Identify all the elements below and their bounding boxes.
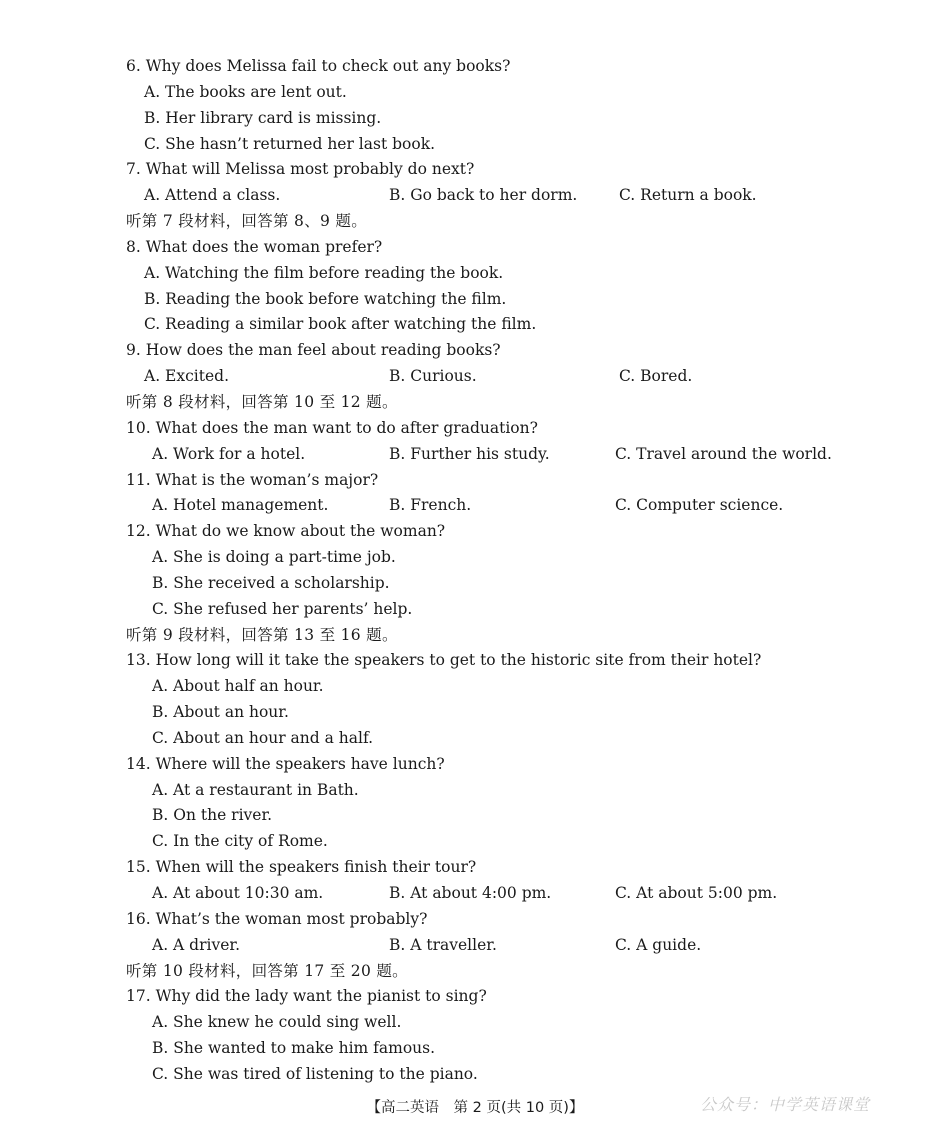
option-b: B. A traveller. bbox=[389, 935, 497, 954]
option: B. Her library card is missing. bbox=[144, 108, 382, 127]
question-list bbox=[0, 54, 950, 1088]
watermark: 公众号：中学英语课堂 bbox=[700, 1095, 871, 1114]
option: C. Reading a similar book after watching the film. bbox=[144, 315, 537, 334]
option-row bbox=[0, 933, 950, 959]
section-instruction: 听第 7 段材料，回答第 8、9 题。 bbox=[126, 212, 367, 231]
option-c: C. A guide. bbox=[615, 935, 702, 954]
option-a: A. Attend a class. bbox=[144, 186, 281, 205]
question: 17. Why did the lady want the pianist to sing? bbox=[126, 987, 487, 1006]
option-row bbox=[0, 442, 950, 468]
option: A. About half an hour. bbox=[152, 677, 324, 696]
option-b: B. Curious. bbox=[389, 367, 477, 386]
option-c: C. At about 5:00 pm. bbox=[615, 884, 778, 902]
option: B. About an hour. bbox=[152, 703, 289, 722]
option-b: B. Further his study. bbox=[389, 444, 550, 463]
option-c: C. Computer science. bbox=[615, 496, 784, 515]
question: 9. How does the man feel about reading books? bbox=[126, 341, 501, 360]
option-row bbox=[0, 364, 950, 390]
option: B. She received a scholarship. bbox=[152, 573, 390, 592]
option-b: B. At about 4:00 pm. bbox=[389, 884, 552, 902]
option: C. She hasn’t returned her last book. bbox=[144, 134, 436, 153]
option-b: B. Go back to her dorm. bbox=[389, 186, 578, 205]
question: 10. What does the man want to do after graduation? bbox=[126, 418, 538, 437]
question: 13. How long will it take the speakers to get to the historic site from their hotel? bbox=[126, 651, 762, 670]
option-a: A. Hotel management. bbox=[152, 496, 329, 515]
option: A. The books are lent out. bbox=[144, 82, 347, 101]
option: C. She was tired of listening to the piano. bbox=[152, 1064, 478, 1083]
option: A. At a restaurant in Bath. bbox=[152, 780, 359, 799]
option: A. She knew he could sing well. bbox=[152, 1013, 402, 1032]
page-footer: 【高二英语 第 2 页(共 10 页)】 bbox=[366, 1100, 584, 1116]
option-row bbox=[0, 493, 950, 519]
option-row bbox=[0, 881, 950, 907]
option-b: B. French. bbox=[389, 496, 472, 515]
option: C. In the city of Rome. bbox=[152, 832, 328, 851]
section-instruction: 听第 8 段材料，回答第 10 至 12 题。 bbox=[126, 392, 398, 411]
option: B. She wanted to make him famous. bbox=[152, 1039, 436, 1058]
option-c: C. Travel around the world. bbox=[615, 444, 832, 463]
option-a: A. Work for a hotel. bbox=[152, 444, 306, 463]
question: 11. What is the woman’s major? bbox=[126, 470, 379, 489]
option: A. Watching the film before reading the book. bbox=[144, 263, 504, 282]
section-instruction: 听第 9 段材料，回答第 13 至 16 题。 bbox=[126, 625, 398, 644]
question: 8. What does the woman prefer? bbox=[126, 237, 383, 256]
option-c: C. Bored. bbox=[619, 367, 693, 386]
option: C. About an hour and a half. bbox=[152, 728, 374, 747]
question: 16. What’s the woman most probably? bbox=[126, 909, 428, 928]
option-a: A. At about 10:30 am. bbox=[152, 884, 324, 902]
option-a: A. A driver. bbox=[152, 935, 241, 954]
question: 12. What do we know about the woman? bbox=[126, 522, 446, 541]
option: C. She refused her parents’ help. bbox=[152, 599, 413, 618]
question: 6. Why does Melissa fail to check out any books? bbox=[126, 57, 511, 75]
question: 7. What will Melissa most probably do next? bbox=[126, 160, 475, 179]
option-a: A. Excited. bbox=[144, 367, 229, 386]
option-row bbox=[0, 183, 950, 209]
option: A. She is doing a part-time job. bbox=[152, 548, 396, 567]
section-instruction: 听第 10 段材料，回答第 17 至 20 题。 bbox=[126, 961, 408, 980]
question: 14. Where will the speakers have lunch? bbox=[126, 754, 445, 773]
option-c: C. Return a book. bbox=[619, 186, 757, 205]
option: B. Reading the book before watching the film. bbox=[144, 289, 507, 308]
question: 15. When will the speakers finish their tour? bbox=[126, 858, 477, 877]
option: B. On the river. bbox=[152, 806, 273, 825]
